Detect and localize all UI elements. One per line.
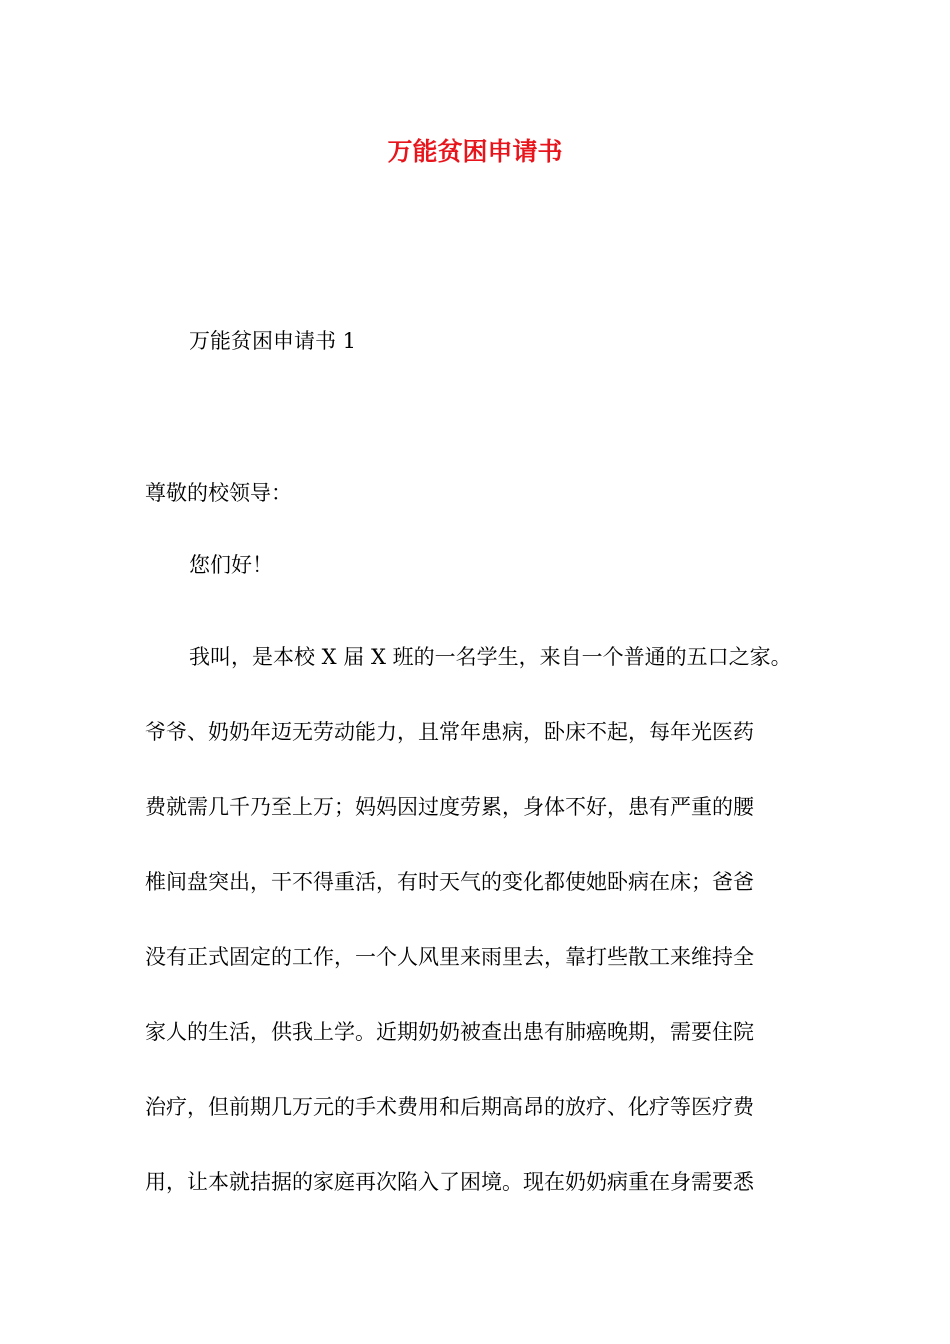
document-title: 万能贫困申请书 bbox=[387, 137, 563, 166]
body-line: 治疗，但前期几万元的手术费用和后期高昂的放疗、化疗等医疗费 bbox=[145, 1095, 754, 1119]
body-line: 椎间盘突出，干不得重活，有时天气的变化都使她卧病在床；爸爸 bbox=[145, 870, 754, 894]
body-paragraph bbox=[145, 620, 810, 1220]
greeting: 您们好！ bbox=[189, 553, 273, 577]
body-line: 费就需几千乃至上万；妈妈因过度劳累，身体不好，患有严重的腰 bbox=[145, 795, 754, 819]
salutation: 尊敬的校领导： bbox=[145, 481, 292, 505]
body-line: 我叫，是本校 X 届 X 班的一名学生，来自一个普通的五口之家。 bbox=[189, 645, 792, 669]
body-line: 家人的生活，供我上学。近期奶奶被查出患有肺癌晚期，需要住院 bbox=[145, 1020, 754, 1044]
body-line: 爷爷、奶奶年迈无劳动能力，且常年患病，卧床不起，每年光医药 bbox=[145, 720, 754, 744]
document-subtitle: 万能贫困申请书 1 bbox=[189, 329, 357, 353]
body-line: 用，让本就拮据的家庭再次陷入了困境。现在奶奶病重在身需要悉 bbox=[145, 1170, 754, 1194]
body-line: 没有正式固定的工作，一个人风里来雨里去，靠打些散工来维持全 bbox=[145, 945, 754, 969]
